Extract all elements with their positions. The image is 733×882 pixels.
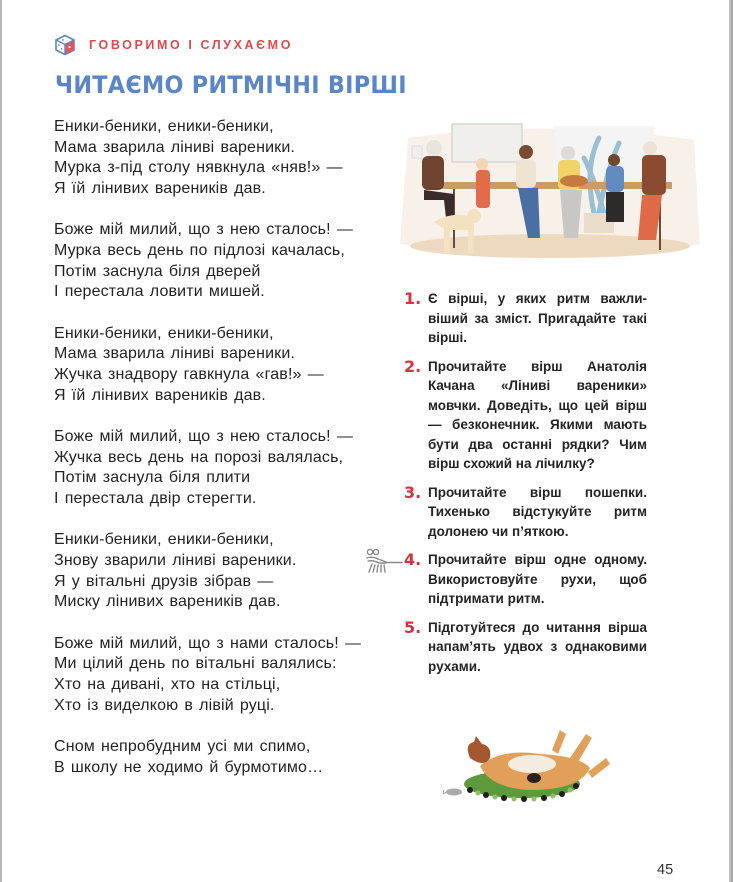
poem-line: Хто із виделкою в лівій руці.	[54, 696, 275, 714]
task-number: 3.	[404, 482, 422, 502]
dice-icon	[54, 34, 76, 56]
poem-line: В школу не ходимо й бурмотимо…	[54, 758, 324, 776]
task-number: 1.	[404, 289, 422, 308]
poem-stanza	[54, 634, 394, 717]
page-edge-left	[0, 0, 2, 882]
poem-stanza	[54, 737, 394, 778]
poem-line: Мама зварила ліниві вареники.	[54, 138, 296, 156]
poem-line: Знову зварили ліниві вареники.	[54, 551, 297, 569]
poem-stanza	[54, 427, 394, 510]
poem-line: Сном непробудним усі ми спимо,	[54, 737, 311, 755]
section-label: ГОВОРИМО І СЛУХАЄМО	[89, 38, 294, 52]
poem-line: Еники-беники, еники-беники,	[54, 324, 274, 342]
poem-stanza	[54, 324, 394, 407]
poem-stanza	[54, 530, 394, 613]
poem-line: Хто на дивані, хто на стільці,	[54, 675, 281, 693]
poem-line: Мурка з-під столу нявкнула «няв!» —	[54, 159, 343, 177]
poem-stanza	[54, 117, 394, 200]
task-number: 4.	[404, 550, 422, 569]
poem-line: Я їй лінивих вареників дав.	[54, 386, 266, 404]
poem-line: Жучка знадвору гавкнула «гав!» —	[54, 366, 324, 384]
poem-line: Миску лінивих вареників дав.	[54, 593, 281, 611]
task-number: 2.	[404, 356, 422, 376]
poem-line: Еники-беники, еники-беники,	[54, 118, 274, 135]
pair-work-icon	[364, 548, 404, 574]
task-item	[404, 550, 647, 609]
task-text: Прочитайте вірш пошепки. Тихенько відстукуйте ритм долонею чи п’яткою.	[428, 484, 647, 539]
poem-stanza	[54, 220, 394, 303]
poem-line: Еники-беники, еники-беники,	[54, 531, 274, 549]
task-item	[404, 483, 647, 542]
family-dinner-illustration	[394, 118, 706, 264]
task-item	[404, 357, 647, 474]
poem	[54, 117, 394, 799]
poem-line: Жучка весь день на порозі валялась,	[54, 448, 344, 466]
poem-line: Потім заснула біля дверей	[54, 262, 261, 280]
task-list	[404, 289, 647, 685]
page-edge-right	[729, 0, 733, 882]
poem-line: Ми цілий день по вітальні валялись:	[54, 655, 337, 673]
task-text: Підготуйтеся до читання вірша напам’ять удвох з однаковими рухами.	[428, 619, 647, 674]
poem-line: Потім заснула біля плити	[54, 469, 251, 487]
poem-line: І перестала ловити мишей.	[54, 283, 265, 301]
task-number: 5.	[404, 617, 422, 637]
task-text: Є вірші, у яких ритм важливіший за зміст. Пригадайте такі вірші.	[428, 291, 647, 345]
section-header	[54, 34, 293, 56]
poem-line: Я їй лінивих вареників дав.	[54, 180, 266, 198]
page-number: 45	[657, 862, 674, 878]
task-item	[404, 618, 647, 677]
poem-line: Боже мій милий, що з нею сталось! —	[54, 427, 353, 445]
page-title: ЧИТАЄМО РИТМІЧНІ ВІРШІ	[55, 71, 407, 99]
poem-line: І перестала двір стерегти.	[54, 490, 257, 508]
task-text: Прочитайте вірш Анатолія Качана «Ліниві вареники» мовчки. Доведіть, що цей вірш — безконечник. Якими мають бути два останні рядки? Чим вірш схожий на лічилку?	[428, 358, 647, 471]
poem-line: Я у вітальні друзів зібрав —	[54, 572, 274, 590]
sleeping-cat-illustration	[440, 728, 620, 808]
poem-line: Боже мій милий, що з нами сталось! —	[54, 634, 362, 652]
poem-line: Мурка весь день по підлозі качалась,	[54, 242, 345, 260]
task-text: Прочитайте вірш одне одному. Використовуйте рухи, щоб підтримати ритм.	[428, 552, 647, 606]
task-item	[404, 289, 647, 348]
poem-line: Мама зварила ліниві вареники.	[54, 345, 296, 363]
poem-line: Боже мій милий, що з нею сталось! —	[54, 221, 353, 239]
